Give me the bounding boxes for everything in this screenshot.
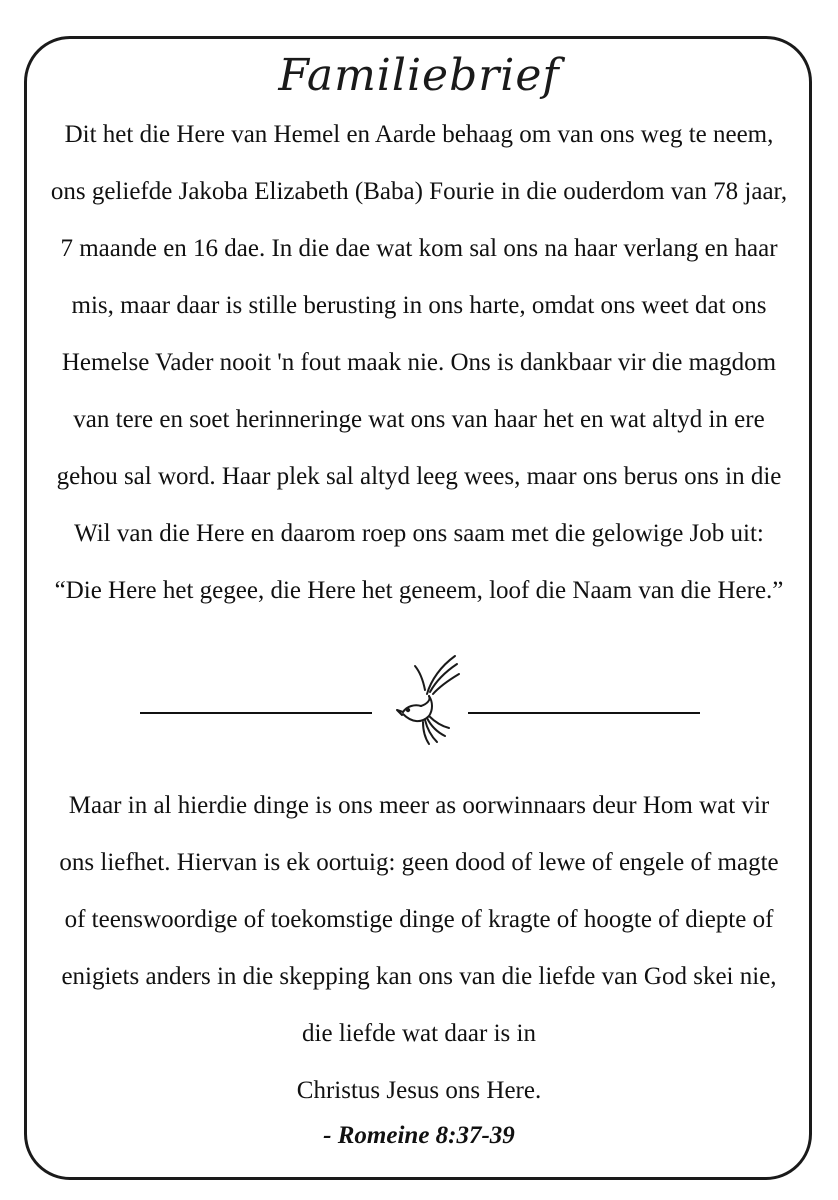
letter-title: Familiebrief bbox=[278, 50, 560, 101]
dove-icon bbox=[393, 650, 465, 746]
divider-right bbox=[468, 712, 700, 714]
memorial-paragraph: Dit het die Here van Hemel en Aarde behaag om van ons weg te neem, ons geliefde Jakoba Elizabeth (Baba) Fourie in die ouderdom van 78 jaar, 7 maande en 16 dae. In die dae wat kom sal ons na haar verlang en haar mis, maar daar is stille berusting in ons harte, omdat ons weet dat ons Hemelse Vader nooit 'n fout maak nie. Ons is dankbaar vir die magdom van tere en soet herinneringe wat ons van haar het en wat altyd in ere gehou sal word. Haar plek sal altyd leeg wees, maar ons berus ons in die Wil van die Here en daarom roep ons saam met die gelowige Job uit: “Die Here het gegee, die Here het geneem, loof die Naam van die Here.” bbox=[50, 121, 788, 604]
scripture-last-line: Christus Jesus ons Here. bbox=[296, 1077, 542, 1104]
divider-left bbox=[140, 712, 372, 714]
scripture-reference: - Romeine 8:37-39 bbox=[323, 1122, 515, 1149]
scripture-text: Maar in al hierdie dinge is ons meer as oorwinnaars deur Hom wat vir ons liefhet. Hiervan is ek oortuig: geen dood of lewe of engele of magte of teenswoordige of toekomstige dinge of kragte of hoogte of diepte of enigiets anders in die skepping kan ons van die liefde van God skei nie, die liefde wat daar is in bbox=[59, 792, 779, 1047]
scripture-paragraph bbox=[50, 777, 788, 1119]
